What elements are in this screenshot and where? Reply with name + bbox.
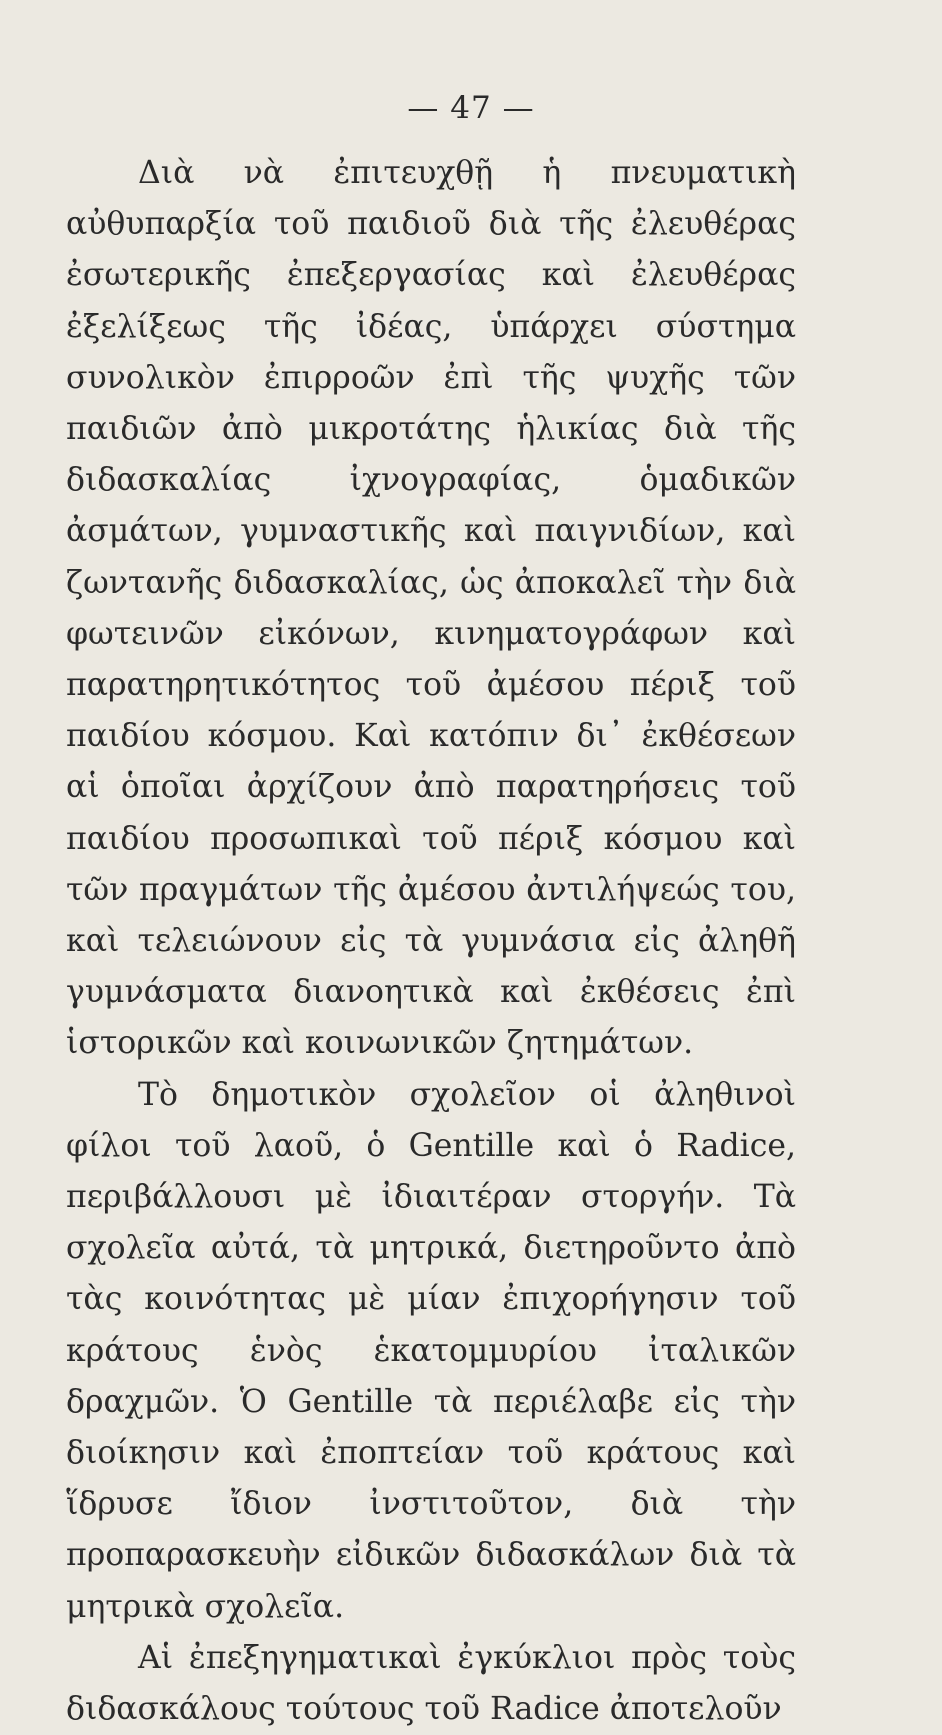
paragraph-1: Διὰ νὰ ἐπιτευχθῇ ἡ πνευματικὴ αὐθυπαρξία τοῦ παιδιοῦ διὰ τῆς ἐλευθέρας ἐσωτερικῆς ἐπεξεργασίας καὶ ἐλευθέρας ἐξελίξεως τῆς ἰδέας, ὑπάρχει σύστημα συνολικὸν ἐπιρροῶν ἐπὶ τῆς ψυχῆς τῶν παιδιῶν ἀπὸ μικροτάτης ἡλικίας διὰ τῆς διδασκαλίας ἰχνογραφίας, ὁμαδικῶν ἀσμάτων, γυμναστικῆς καὶ παιγνιδίων, καὶ ζωντανῆς διδασκαλίας, ὡς ἀποκαλεῖ τὴν διὰ φωτεινῶν εἰκόνων, κινηματογράφων καὶ παρατηρητικότητος τοῦ ἀμέσου πέριξ τοῦ παιδίου κόσμου. Καὶ κατόπιν δι᾽ ἐκθέσεων αἱ ὁποῖαι ἀρχίζουν ἀπὸ παρατηρήσεις τοῦ παιδίου προσωπικαὶ τοῦ πέριξ κόσμου καὶ τῶν πραγμάτων τῆς ἀμέσου ἀντιλήψεώς του, καὶ τελειώνουν εἰς τὰ γυμνάσια εἰς ἀληθῆ γυμνάσματα διανοητικὰ καὶ ἐκθέσεις ἐπὶ ἱστορικῶν καὶ κοινωνικῶν ζητημάτων.: [66, 155, 796, 1062]
paragraph-2: Τὸ δημοτικὸν σχολεῖον οἱ ἀληθινοὶ φίλοι τοῦ λαοῦ, ὁ Gentille καὶ ὁ Radice, περιβάλλουσι μὲ ἰδιαιτέραν στοργήν. Τὰ σχολεῖα αὐτά, τὰ μητρικά, διετηροῦντο ἀπὸ τὰς κοινότητας μὲ μίαν ἐπιχορήγησιν τοῦ κράτους ἑνὸς ἑκατομμυρίου ἰταλικῶν δραχμῶν. Ὁ Gentille τὰ περιέλαβε εἰς τὴν διοίκησιν καὶ ἐποπτείαν τοῦ κράτους καὶ ἵδρυσε ἴδιον ἰνστιτοῦτον, διὰ τὴν προπαρασκευὴν εἰδικῶν διδασκάλων διὰ τὰ μητρικὰ σχολεῖα.: [66, 1076, 796, 1625]
paragraph-3: Αἱ ἐπεξηγηματικαὶ ἐγκύκλιοι πρὸς τοὺς διδασκάλους τούτους τοῦ Radice ἀποτελοῦν: [66, 1639, 796, 1728]
body-text: [66, 148, 796, 1735]
page-number: — 47 —: [407, 90, 535, 126]
